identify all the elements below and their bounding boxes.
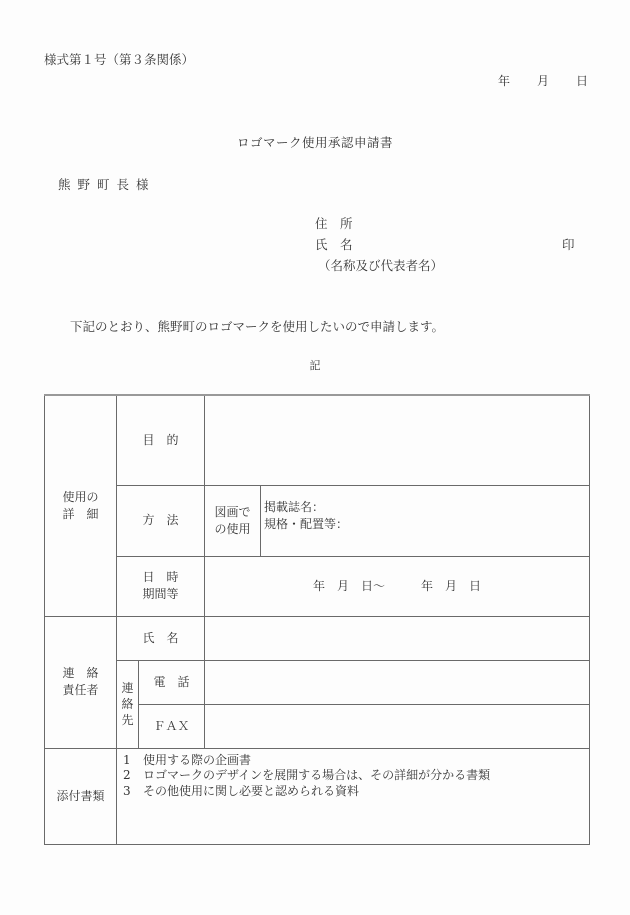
addressee: 熊野町長様 [58, 177, 156, 192]
attachments-list [117, 748, 590, 844]
attachment-item: 1 使用する際の企画書 [123, 752, 252, 767]
attachment-item: 2 ロゴマークのデザインを展開する場合は、その詳細が分かる書類 [123, 768, 491, 782]
contact-person-label: 連 絡 責任者 [45, 616, 117, 748]
applicant-name-label: 氏 名 [315, 237, 353, 252]
spec-placement-field[interactable]: 規格・配置等： [264, 516, 349, 531]
contact-name-field[interactable] [205, 616, 590, 660]
request-statement: 下記のとおり、熊野町のロゴマークを使用したいので申請します。 [70, 319, 445, 334]
date-day-label: 日 [576, 74, 589, 88]
date-month-label: 月 [537, 74, 550, 88]
attachment-item: 3 その他使用に関し必要と認められる資料 [123, 783, 360, 798]
datetime-label: 日 時 期間等 [117, 556, 205, 616]
phone-label: 電 話 [139, 660, 205, 704]
document-title: ロゴマーク使用承認申請書 [236, 135, 393, 150]
contact-name-label: 氏 名 [117, 616, 205, 660]
purpose-label: 目 的 [117, 395, 205, 485]
attachments-label: 添付書類 [45, 748, 117, 844]
contact-info-label: 連 絡 先 [117, 660, 139, 748]
date-year-label: 年 [498, 74, 511, 88]
ki-heading: 記 [309, 359, 321, 372]
method-label: 方 法 [117, 485, 205, 556]
usage-detail-table [44, 394, 590, 845]
method-sub-label: 図画で の使用 [205, 485, 261, 556]
applicant-name-note: （名称及び代表者名） [318, 258, 444, 273]
usage-details-label: 使用の 詳 細 [45, 395, 117, 616]
phone-field[interactable] [205, 660, 590, 704]
publication-name-field[interactable]: 掲載誌名： [264, 499, 325, 514]
fax-field[interactable] [205, 704, 590, 748]
form-number: 様式第１号（第３条関係） [44, 52, 195, 67]
purpose-field[interactable] [205, 395, 590, 485]
method-fields[interactable] [261, 485, 590, 556]
datetime-field[interactable]: 年 月 日～ 年 月 日 [205, 556, 590, 616]
fax-label: ＦＡＸ [139, 704, 205, 748]
applicant-address-label: 住 所 [315, 216, 353, 231]
seal-mark: 印 [562, 237, 575, 252]
